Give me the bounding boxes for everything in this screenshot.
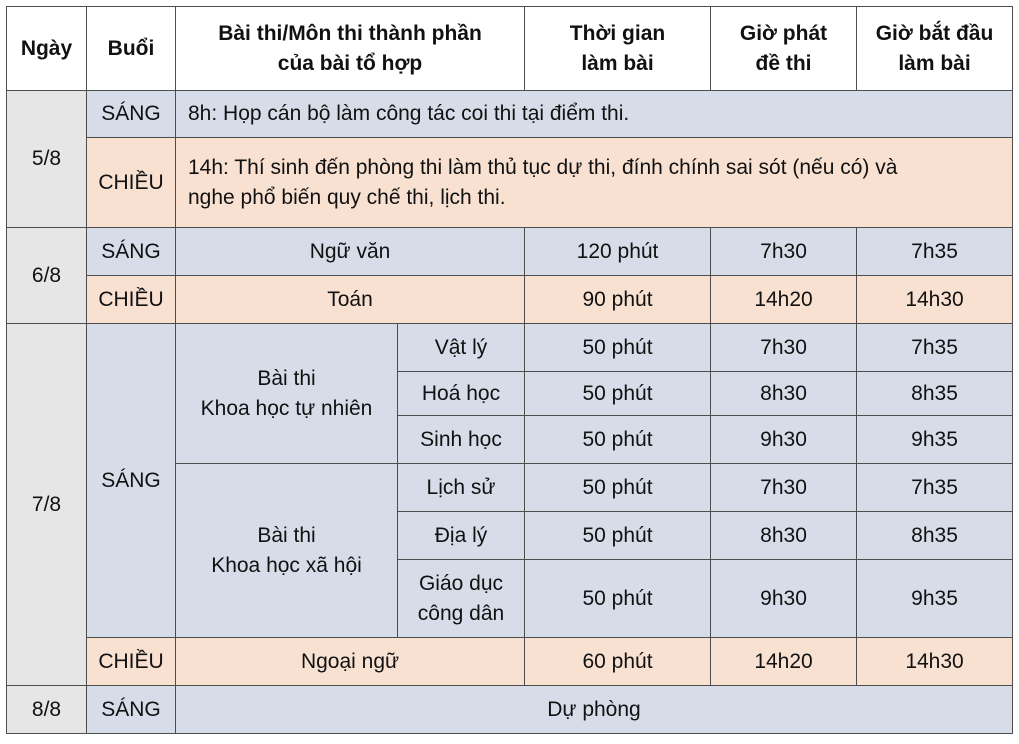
start-time-cell: 7h35	[857, 464, 1013, 512]
date-cell: 6/8	[7, 228, 87, 324]
table-row	[7, 686, 1013, 734]
start-time-cell: 9h35	[857, 416, 1013, 464]
header-start-time	[857, 7, 1013, 91]
duration-cell: 60 phút	[525, 638, 711, 686]
note-line: nghe phổ biến quy chế thi, lịch thi.	[188, 185, 506, 209]
duration-cell: 50 phút	[525, 372, 711, 416]
header-start-line2: làm bài	[898, 51, 971, 75]
subject-line: công dân	[417, 601, 505, 625]
duration-cell: 50 phút	[525, 512, 711, 560]
table-row	[7, 91, 1013, 138]
start-time-cell: 14h30	[857, 276, 1013, 324]
start-time-cell: 7h35	[857, 324, 1013, 372]
exam-schedule-table	[6, 6, 1013, 734]
start-time-cell: 8h35	[857, 372, 1013, 416]
duration-cell: 50 phút	[525, 416, 711, 464]
combined-exam-line: Khoa học tự nhiên	[200, 396, 373, 420]
header-session: Buổi	[87, 7, 176, 91]
start-time-cell: 7h35	[857, 228, 1013, 276]
subject-cell: Ngữ văn	[176, 228, 525, 276]
subject-cell: Địa lý	[398, 512, 525, 560]
start-time-cell: 14h30	[857, 638, 1013, 686]
subject-cell: Hoá học	[398, 372, 525, 416]
table-row	[7, 228, 1013, 276]
header-distribute-time	[711, 7, 857, 91]
start-time-cell: 8h35	[857, 512, 1013, 560]
duration-cell: 50 phút	[525, 464, 711, 512]
combined-exam-line: Bài thi	[257, 523, 316, 547]
header-day: Ngày	[7, 7, 87, 91]
distribute-time-cell: 14h20	[711, 638, 857, 686]
distribute-time-cell: 7h30	[711, 324, 857, 372]
subject-cell: Vật lý	[398, 324, 525, 372]
duration-cell: 120 phút	[525, 228, 711, 276]
duration-cell: 50 phút	[525, 324, 711, 372]
header-subject	[176, 7, 525, 91]
distribute-time-cell: 14h20	[711, 276, 857, 324]
distribute-time-cell: 7h30	[711, 464, 857, 512]
distribute-time-cell: 7h30	[711, 228, 857, 276]
header-subject-line2: của bài tổ hợp	[277, 51, 423, 75]
note-cell: 8h: Họp cán bộ làm công tác coi thi tại điểm thi.	[176, 91, 1013, 138]
header-distribute-line2: đề thi	[755, 51, 812, 75]
header-duration	[525, 7, 711, 91]
date-cell: 7/8	[7, 324, 87, 686]
subject-line: Giáo dục	[418, 571, 504, 595]
subject-cell: Toán	[176, 276, 525, 324]
table-row	[7, 324, 1013, 372]
session-cell: SÁNG	[87, 686, 176, 734]
table-row	[7, 276, 1013, 324]
subject-cell: Lịch sử	[398, 464, 525, 512]
session-cell: CHIỀU	[87, 138, 176, 228]
table-row	[7, 138, 1013, 228]
subject-cell: Sinh học	[398, 416, 525, 464]
header-duration-line1: Thời gian	[569, 21, 666, 45]
note-cell	[176, 138, 1013, 228]
subject-cell	[398, 560, 525, 638]
session-cell: CHIỀU	[87, 638, 176, 686]
date-cell: 5/8	[7, 91, 87, 228]
header-row	[7, 7, 1013, 91]
session-cell: SÁNG	[87, 91, 176, 138]
distribute-time-cell: 8h30	[711, 512, 857, 560]
combined-exam-social	[176, 464, 398, 638]
distribute-time-cell: 9h30	[711, 560, 857, 638]
distribute-time-cell: 9h30	[711, 416, 857, 464]
header-start-line1: Giờ bắt đầu	[875, 21, 994, 45]
date-cell: 8/8	[7, 686, 87, 734]
subject-cell: Ngoại ngữ	[176, 638, 525, 686]
note-line: 14h: Thí sinh đến phòng thi làm thủ tục dự thi, đính chính sai sót (nếu có) và	[188, 155, 898, 179]
table-row	[7, 638, 1013, 686]
combined-exam-natural	[176, 324, 398, 464]
note-cell: Dự phòng	[176, 686, 1013, 734]
session-cell: SÁNG	[87, 228, 176, 276]
header-subject-line1: Bài thi/Môn thi thành phần	[218, 21, 482, 45]
distribute-time-cell: 8h30	[711, 372, 857, 416]
duration-cell: 50 phút	[525, 560, 711, 638]
header-distribute-line1: Giờ phát	[739, 21, 828, 45]
combined-exam-line: Khoa học xã hội	[211, 553, 362, 577]
start-time-cell: 9h35	[857, 560, 1013, 638]
session-cell: CHIỀU	[87, 276, 176, 324]
header-duration-line2: làm bài	[581, 51, 654, 75]
session-cell: SÁNG	[87, 324, 176, 638]
duration-cell: 90 phút	[525, 276, 711, 324]
combined-exam-line: Bài thi	[257, 366, 316, 390]
